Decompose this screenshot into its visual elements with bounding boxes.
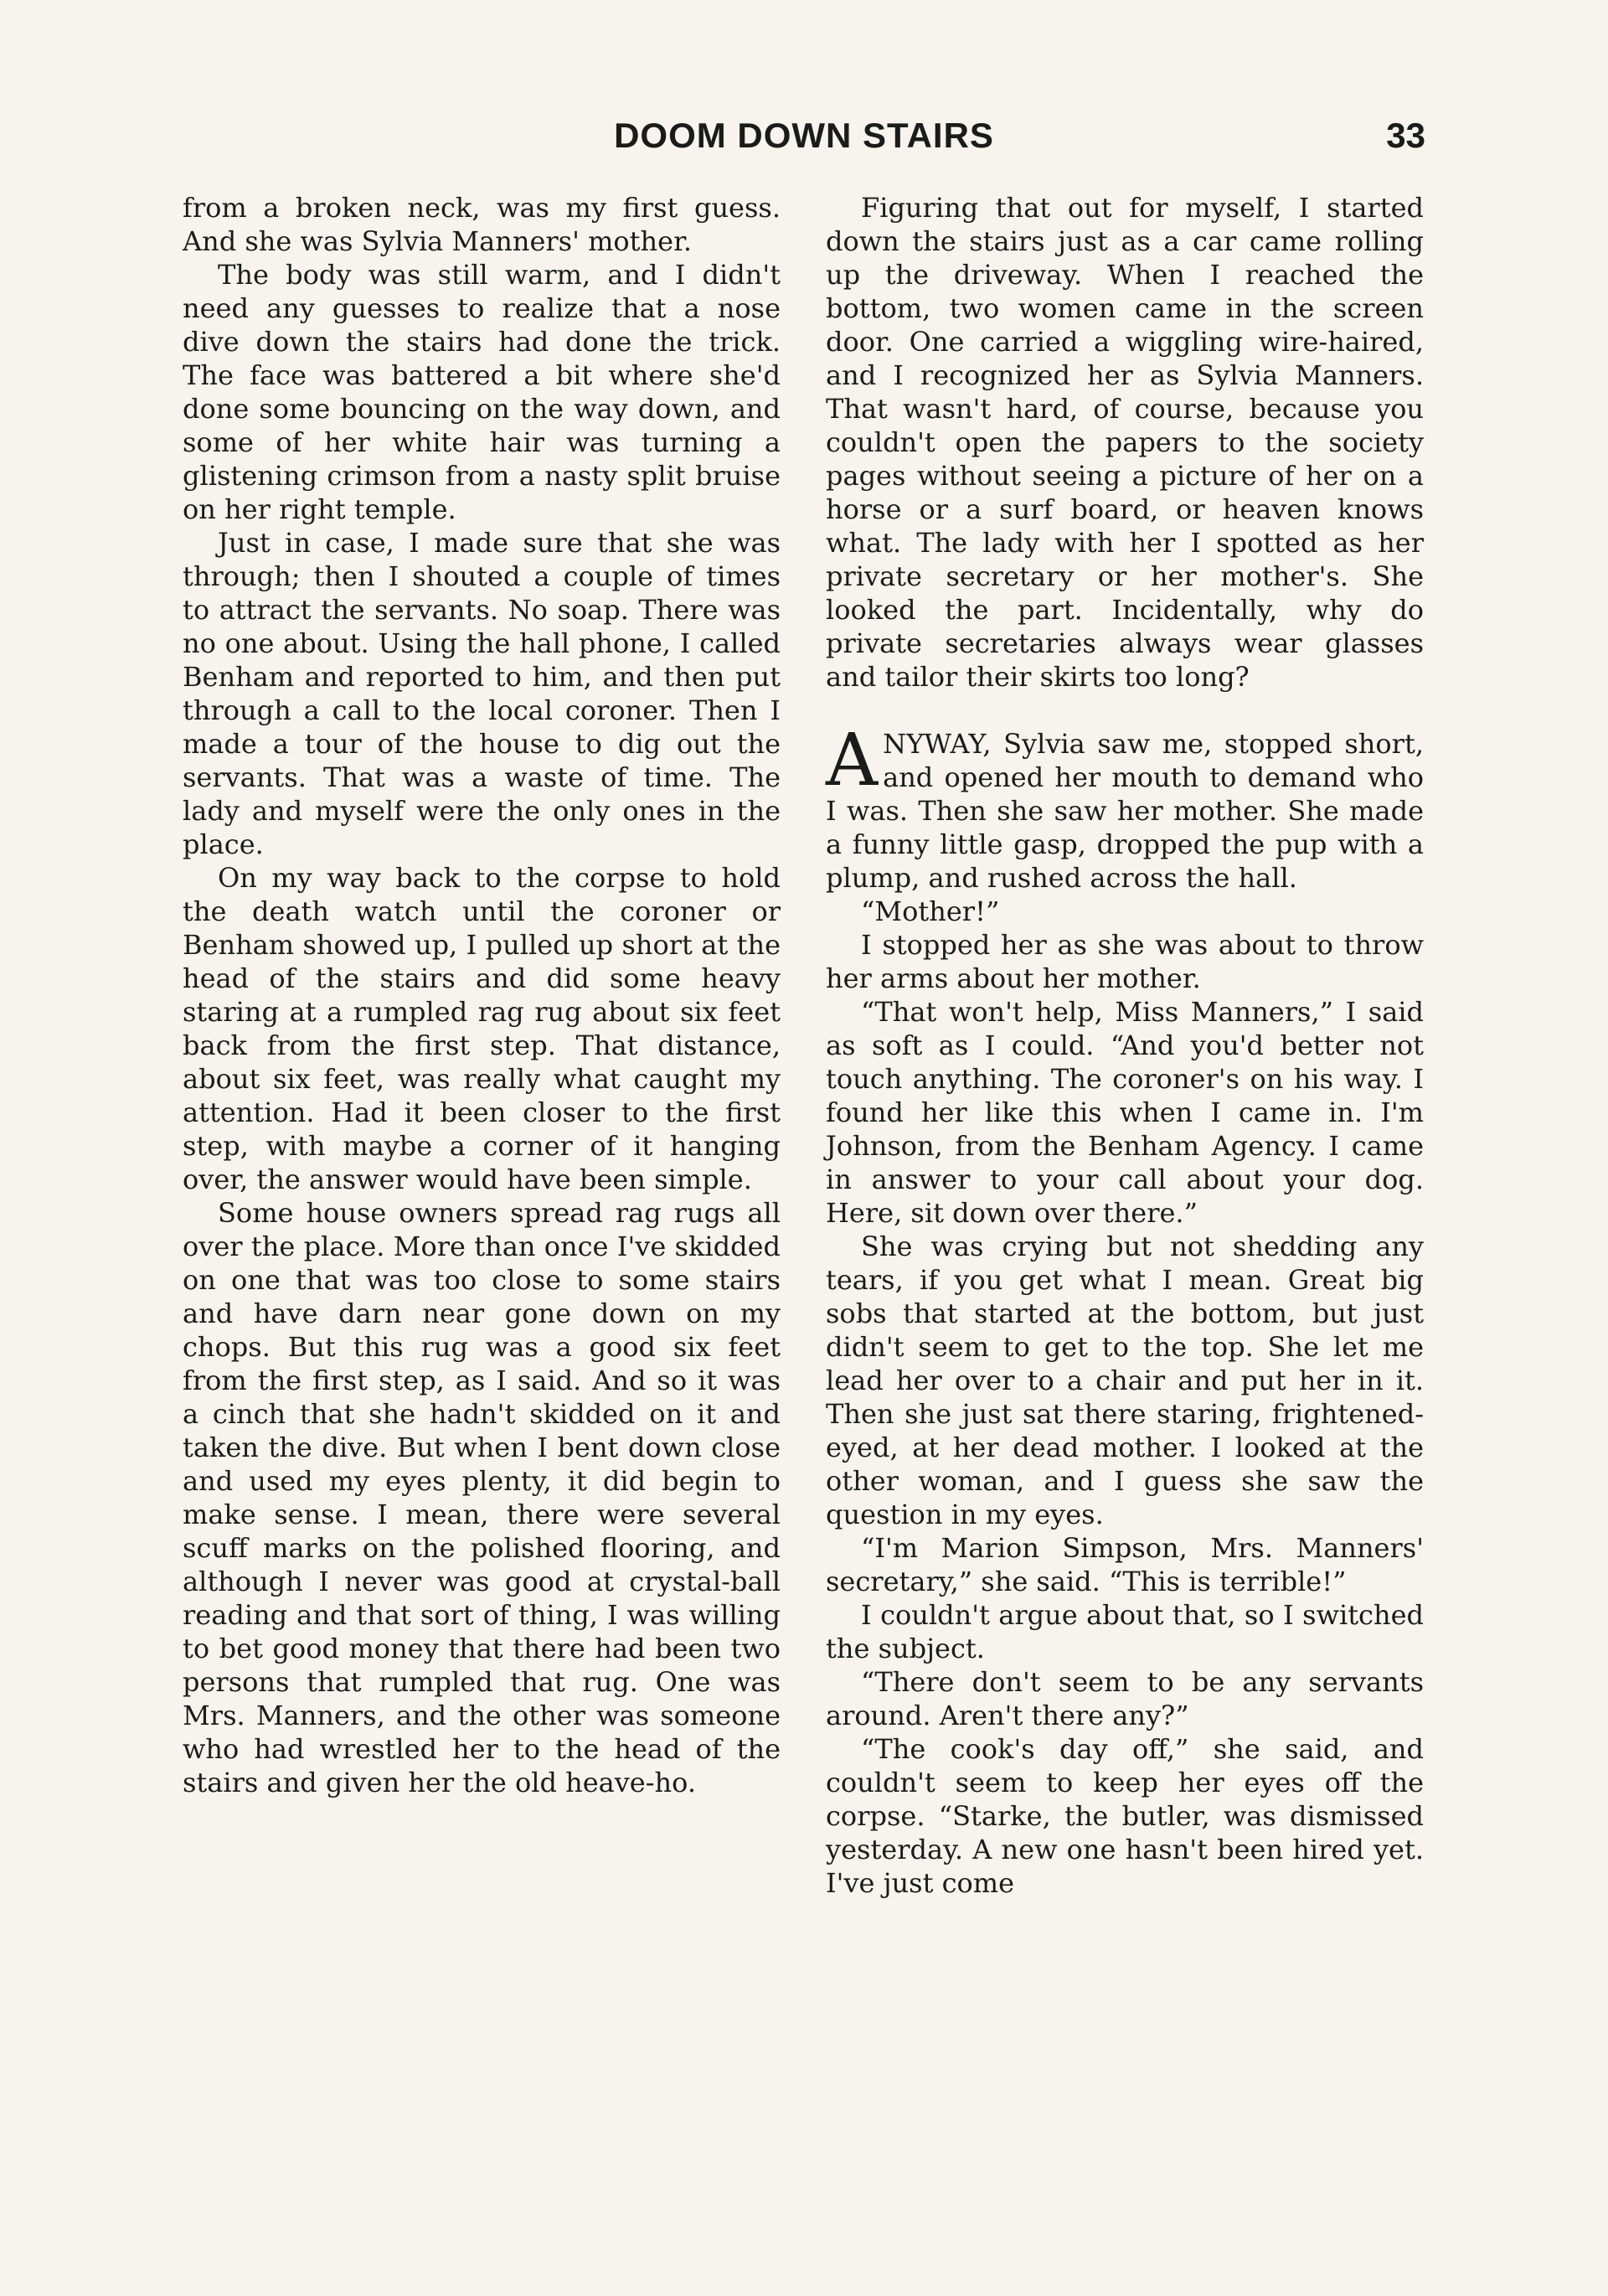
paragraph: “The cook's day off,” she said, and couldn't seem to keep her eyes off the corpse. “Starke, the butler, was dismissed yesterday. A new one hasn't been hired yet. I've just come: [826, 1733, 1424, 1899]
paragraph: She was crying but not shedding any tears, if you get what I mean. Great big sobs that started at the bottom, but just didn't seem to get to the top. She let me lead her over to a chair and put her in it. Then she just sat there staring, frightened-eyed, at her dead mother. I looked at the other woman, and I guess she saw the question in my eyes.: [826, 1231, 1424, 1530]
paragraph: On my way back to the corpse to hold the death watch until the coroner or Benham showed up, I pulled up short at the head of the stairs and did some heavy staring at a rumpled rag rug about six feet back from the first step. That distance, about six feet, was really what caught my attention. Had it been closer to the first step, with maybe a corner of it hanging over, the answer would have been simple.: [183, 862, 781, 1195]
story-title: DOOM DOWN STAIRS: [614, 116, 994, 155]
right-column: [826, 191, 1424, 1900]
paragraph: “Mother!”: [861, 895, 1000, 927]
paragraph: “There don't seem to be any servants around. Aren't there any?”: [826, 1666, 1424, 1731]
paragraph: The body was still warm, and I didn't need any guesses to realize that a nose dive down the stairs had done the trick. The face was battered a bit where she'd done some bouncing on the way down, and some of her white hair was turning a glistening crimson from a nasty split bruise on her right temple.: [183, 259, 781, 525]
paragraph: Figuring that out for myself, I started down the stairs just as a car came rolling up the driveway. When I reached the bottom, two women came in the screen door. One carried a wiggling wire-haired, and I recognized her as Sylvia Manners. That wasn't hard, of course, because you couldn't open the papers to the society pages without seeing a picture of her on a horse or a surf board, or heaven knows what. The lady with her I spotted as her private secretary or her mother's. She looked the part. Incidentally, why do private secretaries always wear glasses and tailor their skirts too long?: [826, 192, 1424, 693]
left-column: [183, 191, 781, 1799]
paragraph: “That won't help, Miss Manners,” I said as soft as I could. “And you'd better not touch anything. The coroner's on his way. I found her like this when I came in. I'm Johnson, from the Benham Agency. I came in answer to your call about your dog. Here, sit down over there.”: [826, 996, 1424, 1229]
paragraph: from a broken neck, was my first guess. And she was Sylvia Manners' mother.: [183, 192, 781, 257]
paragraph: I stopped her as she was about to throw her arms about her mother.: [826, 929, 1424, 994]
drop-cap: A: [826, 719, 879, 802]
paragraph: I couldn't argue about that, so I switched the subject.: [826, 1599, 1424, 1664]
paragraph: Some house owners spread rag rugs all over the place. More than once I've skidded on one that was too close to some stairs and have darn near gone down on my chops. But this rug was a good six feet from the first step, as I said. And so it was a cinch that she hadn't skidded on it and taken the dive. But when I bent down close and used my eyes plenty, it did begin to make sense. I mean, there were several scuff marks on the polished flooring, and although I never was good at crystal-ball reading and that sort of thing, I was willing to bet good money that there had been two persons that rumpled that rug. One was Mrs. Manners, and the other was someone who had wrestled her to the head of the stairs and given her the old heave-ho.: [183, 1197, 781, 1798]
page-number: 33: [1386, 116, 1425, 155]
section-opening-text: NYWAY, Sylvia saw me, stopped short, and opened her mouth to demand who I was. Then she saw her mother. She made a funny little gasp, dropped the pup with a plump, and rushed across the hall.: [826, 728, 1424, 894]
paragraph: “I'm Marion Simpson, Mrs. Manners' secretary,” she said. “This is terrible!”: [826, 1532, 1424, 1597]
running-header: [183, 116, 1425, 159]
paragraph: Just in case, I made sure that she was through; then I shouted a couple of times to attract the servants. No soap. There was no one about. Using the hall phone, I called Benham and reported to him, and then put through a call to the local coroner. Then I made a tour of the house to dig out the servants. That was a waste of time. The lady and myself were the only ones in the place.: [183, 527, 781, 860]
section-opening: [826, 719, 1424, 895]
